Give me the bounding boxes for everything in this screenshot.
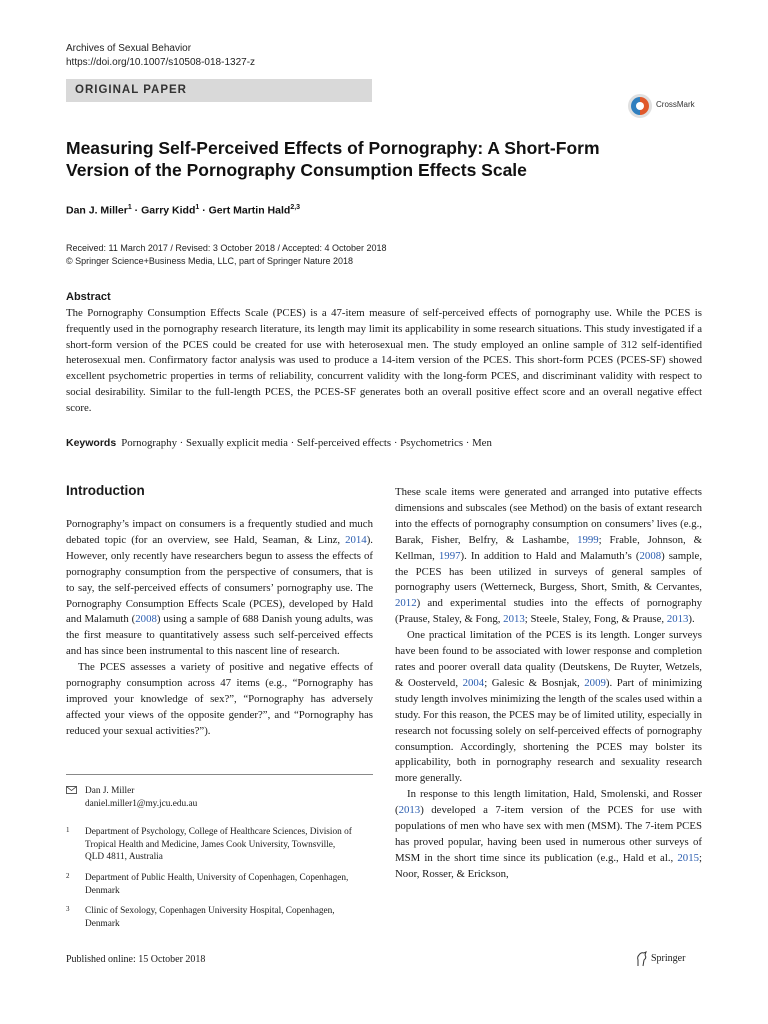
paragraph-text: Pornography’s impact on consumers is a frequently studied and much debated topic (for an overview, see Hald, Seaman, & Linz, — [66, 518, 373, 546]
body-paragraph — [66, 517, 373, 660]
crossmark-button[interactable] — [628, 92, 704, 122]
citation-link[interactable]: 2008 — [135, 613, 157, 626]
paragraph-text: One practical limitation of the PCES is its length. Longer surveys have been found to be associated with lower response and completion rates and poorer overall data quality (Deutskens, De Ruyter, Wetzels, & Oosterveld, — [395, 629, 702, 689]
published-date: Published online: 15 October 2018 — [66, 954, 206, 965]
keywords — [66, 437, 702, 449]
paragraph-text: ) sample, the PCES has been utilized in surveys of general samples of pornography users (Wetterneck, Burgess, Short, Smith, & Cervantes, — [395, 549, 703, 594]
citation-link[interactable]: 2014 — [345, 533, 367, 546]
body-paragraph — [395, 628, 702, 787]
article-title: Measuring Self-Perceived Effects of Pornography: A Short-Form Version of the Pornography Consumption Effects Scale — [66, 138, 600, 180]
citation-link[interactable]: 2015 — [677, 851, 699, 864]
author-affiliation-ref: 2,3 — [290, 204, 301, 211]
citation-link[interactable]: 2013 — [503, 613, 525, 626]
affiliation-number: 2 — [66, 872, 70, 880]
contact-name: Dan J. Miller — [85, 786, 135, 796]
paragraph-text: In response to this length limitation, Hald, Smolenski, and Rosser ( — [395, 788, 702, 817]
author-separator: · — [131, 204, 142, 217]
springer-horse-icon — [635, 951, 648, 967]
paragraph-text: ; Noor, Rosser, & Erickson, — [395, 851, 702, 880]
affiliation-number: 3 — [66, 905, 70, 913]
article-history — [66, 242, 387, 268]
received-dates: Received: 11 March 2017 / Revised: 3 October 2018 / Accepted: 4 October 2018 — [66, 243, 387, 253]
citation-link[interactable]: 2013 — [398, 804, 421, 817]
citation-link[interactable]: 2009 — [584, 676, 606, 689]
author-list — [66, 204, 300, 217]
affiliation-text: Department of Psychology, College of Healthcare Sciences, Division of Tropical Health and Medicine, James Cook University, Townsville, QLD 4811, Australia — [85, 827, 352, 862]
citation-link[interactable]: 2013 — [666, 613, 689, 626]
citation-link[interactable]: 2008 — [639, 549, 662, 562]
author-affiliation-ref: 1 — [195, 204, 200, 211]
introduction-heading: Introduction — [66, 483, 145, 498]
article-type-badge: ORIGINAL PAPER — [66, 79, 372, 102]
paragraph-text: The PCES assesses a variety of positive and negative effects of pornography consumption across 47 items (e.g., “Pornography has improved your knowledge of sex?”, “Pornography has adversely affected your views of the opposite gender?”, and “Pornography has reduced your sexual activities?”). — [66, 661, 373, 737]
body-right-column — [395, 485, 702, 883]
citation-link[interactable]: 1999 — [577, 533, 599, 546]
paragraph-text: ). In addition to Hald and Malamuth’s ( — [460, 549, 640, 562]
contact-email[interactable]: daniel.miller1@my.jcu.edu.au — [85, 799, 198, 809]
paragraph-text: ) developed a 7-item version of the PCES for use with populations of men who have sex with men (MSM). The 7-item PCES has proved popular, having been used in numerous other surveys of MSM in the short time since its publication (e.g., Hald et al., — [395, 804, 702, 864]
author-name[interactable]: Garry Kidd — [141, 204, 196, 217]
copyright-line: © Springer Science+Business Media, LLC, part of Springer Nature 2018 — [66, 256, 354, 266]
affiliation-text: Department of Public Health, University of Copenhagen, Copenhagen, Denmark — [85, 873, 349, 896]
crossmark-icon — [628, 94, 652, 118]
author-name[interactable]: Gert Martin Hald — [208, 204, 291, 217]
body-left-column — [66, 517, 373, 740]
citation-link[interactable]: 2012 — [395, 597, 417, 610]
keywords-list: Pornography · Sexually explicit media · Self-perceived effects · Psychometrics · Men — [121, 437, 492, 449]
envelope-icon — [66, 786, 77, 794]
paragraph-text: ) and experimental studies into the effects of pornography (Prause, Staley, & Fong, — [395, 597, 702, 626]
keywords-heading: Keywords — [66, 437, 117, 449]
journal-name: Archives of Sexual Behavior — [66, 43, 192, 54]
author-separator: · — [199, 204, 209, 217]
citation-link[interactable]: 1997 — [438, 549, 461, 562]
body-paragraph — [395, 485, 702, 628]
abstract-text: The Pornography Consumption Effects Scale (PCES) is a 47-item measure of self-perceived effects of pornography use. While the PCES is frequently used in the pornography research literature, its length may limit its applicability in some research situations. This study investigated if a short-form version of the PCES could be created for use with heterosexual men. The study employed an online sample of 312 self-identified heterosexual men. Confirmatory factor analysis was used to produce a 14-item version of the PCES. This short-form PCES (PCES-SF) showed excellent psychometric properties in terms of reliability, concurrent validity with the long-form PCES, and discriminant validity with respect to social desirability. Similar to the full-length PCES, the PCES-SF generates both an overall positive effect score and an overall negative effect score. — [66, 307, 702, 414]
affiliation-text: Clinic of Sexology, Copenhagen University Hospital, Copenhagen, Denmark — [85, 906, 335, 929]
paragraph-text: ; Steele, Staley, Fong, & Prause, — [524, 613, 667, 626]
paragraph-text: These scale items were generated and arranged into putative effects dimensions and subscales (see Method) on the basis of extant research into the effects of pornography consumption on consumers’ lives (e.g., Barak, Fisher, Belfry, & Lashambe, — [395, 486, 702, 546]
paragraph-text: ; Frable, Johnson, & Kellman, — [395, 533, 702, 562]
author-affiliation-ref: 1 — [127, 204, 132, 211]
author-name[interactable]: Dan J. Miller — [66, 204, 128, 217]
paragraph-text: ). However, only recently have researchers begun to assess the effects of pornography consumption from the perspective of consumers, that is to say, the self-perceived effects of consumers’ pornography use. The Pornography Consumption Effects Scale (PCES), developed by Hald and Malamuth ( — [66, 533, 373, 626]
publisher-name: Springer — [651, 953, 686, 964]
citation-link[interactable]: 2004 — [462, 676, 485, 689]
publisher-logo — [635, 951, 715, 969]
body-paragraph — [66, 660, 373, 740]
affiliation-number: 1 — [66, 826, 70, 834]
body-paragraph — [395, 787, 702, 882]
paragraph-text: ). — [688, 613, 695, 626]
footnote-divider — [66, 774, 373, 775]
journal-header — [66, 42, 255, 70]
crossmark-label: CrossMark — [656, 100, 695, 109]
paragraph-text: ) using a sample of 688 Danish young adults, was the first measure to quantitatively assess such self-perceived effects and has since been instrumental to this nascent line of research. — [66, 613, 373, 658]
abstract-heading: Abstract — [66, 291, 111, 303]
paragraph-text: ). Part of minimizing study length involves minimizing the length of the scales used within a study. For this reason, the PCES may be of limited utility, especially in research not focussing solely on self-perceived effects of pornography consumption. Accordingly, shortening the PCES may bolster its applicability, both in pornography research and sexuality research more generally. — [395, 676, 703, 785]
paragraph-text: ; Galesic & Bosnjak, — [484, 676, 585, 689]
doi-link[interactable]: https://doi.org/10.1007/s10508-018-1327-z — [66, 57, 256, 68]
